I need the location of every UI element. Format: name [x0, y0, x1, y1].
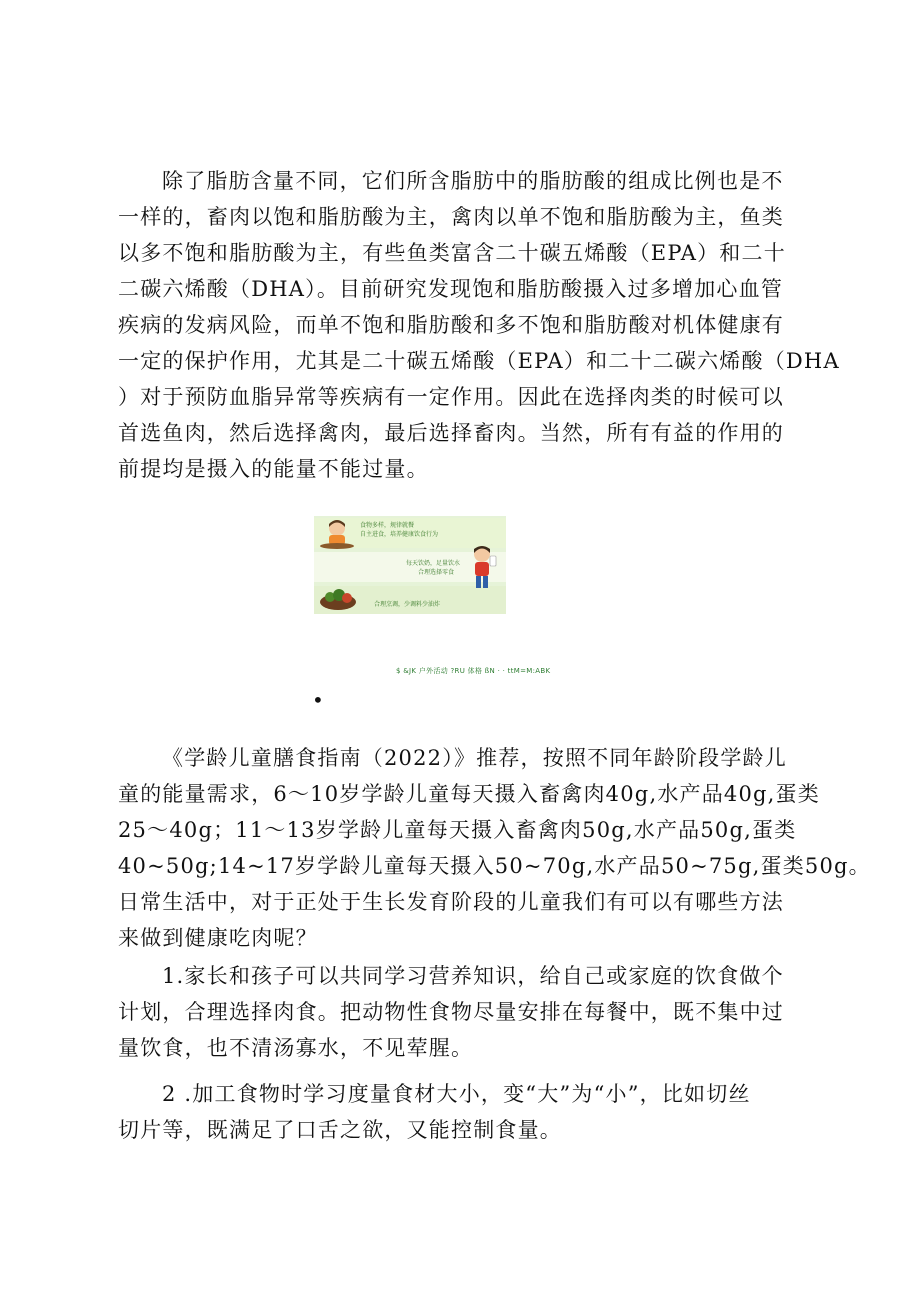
food-basket-icon	[318, 586, 358, 612]
guideline-text: 自主进食，培养健康饮食行为	[360, 531, 439, 538]
paragraph-fatty-acids	[118, 163, 840, 487]
text-line: 量饮食，也不清汤寡水，不见荤腥。	[118, 1036, 474, 1060]
figure-caption: $ &JK 户外活动 ?RU 体格 ßN · · ttM=M:ABK	[396, 667, 551, 675]
text-line: 一样的，畜肉以饱和脂肪酸为主，禽肉以单不饱和脂肪酸为主，鱼类	[118, 205, 784, 229]
text-line: 切片等，既满足了口舌之欲，又能控制食量。	[118, 1118, 562, 1142]
text-line: 二碳六烯酸（DHA）。目前研究发现饱和脂肪酸摄入过多增加心血管	[118, 277, 784, 301]
text-line: 一定的保护作用，尤其是二十碳五烯酸（EPA）和二十二碳六烯酸（DHA	[118, 349, 840, 373]
text-line: 除了脂肪含量不同，它们所含脂肪中的脂肪酸的组成比例也是不	[162, 169, 784, 193]
boy-drinking-icon	[466, 544, 502, 590]
dietary-guideline-illustration	[314, 516, 506, 614]
text-line: 来做到健康吃肉呢？	[118, 926, 318, 950]
text-line: ）对于预防血脂异常等疾病有一定作用。因此在选择肉类的时候可以	[118, 385, 784, 409]
text-line: 疾病的发病风险，而单不饱和脂肪酸和多不饱和脂肪酸对机体健康有	[118, 313, 784, 337]
text-line: 1.家长和孩子可以共同学习营养知识，给自己或家庭的饮食做个	[162, 964, 784, 988]
text-line: 以多不饱和脂肪酸为主，有些鱼类富含二十碳五烯酸（EPA）和二十	[118, 241, 786, 265]
text-line: 40~50g;14~17岁学龄儿童每天摄入50~70g,水产品50~75g,蛋类50g。	[118, 854, 871, 878]
text-line: 2 .加工食物时学习度量食材大小，变“大”为“小”，比如切丝	[162, 1082, 751, 1106]
text-line: 童的能量需求，6～10岁学龄儿童每天摄入畜禽肉40g,水产品40g,蛋类	[118, 782, 820, 806]
guideline-text: 合理选择零食	[418, 569, 455, 576]
text-line: 首选鱼肉，然后选择禽肉，最后选择畜肉。当然，所有有益的作用的	[118, 421, 784, 445]
paragraph-tip-2	[118, 1076, 808, 1148]
bullet-mark: •	[312, 688, 324, 712]
child-eating-icon	[318, 518, 356, 550]
guideline-text: 合理烹调，少调料少油炸	[374, 601, 441, 608]
paragraph-tip-1	[118, 958, 808, 1066]
text-line: 前提均是摄入的能量不能过量。	[118, 457, 429, 481]
guideline-text: 食物多样，规律就餐	[360, 522, 415, 529]
text-line: 计划，合理选择肉食。把动物性食物尽量安排在每餐中，既不集中过	[118, 1000, 784, 1024]
guideline-text: 每天饮奶，足量饮水	[406, 560, 461, 567]
text-line: 日常生活中，对于正处于生长发育阶段的儿童我们有可以有哪些方法	[118, 890, 784, 914]
paragraph-guideline-recommendation	[118, 740, 871, 956]
text-line: 《学龄儿童膳食指南（2022）》推荐，按照不同年龄阶段学龄儿	[162, 746, 787, 770]
text-line: 25～40g；11～13岁学龄儿童每天摄入畜禽肉50g,水产品50g,蛋类	[118, 818, 797, 842]
